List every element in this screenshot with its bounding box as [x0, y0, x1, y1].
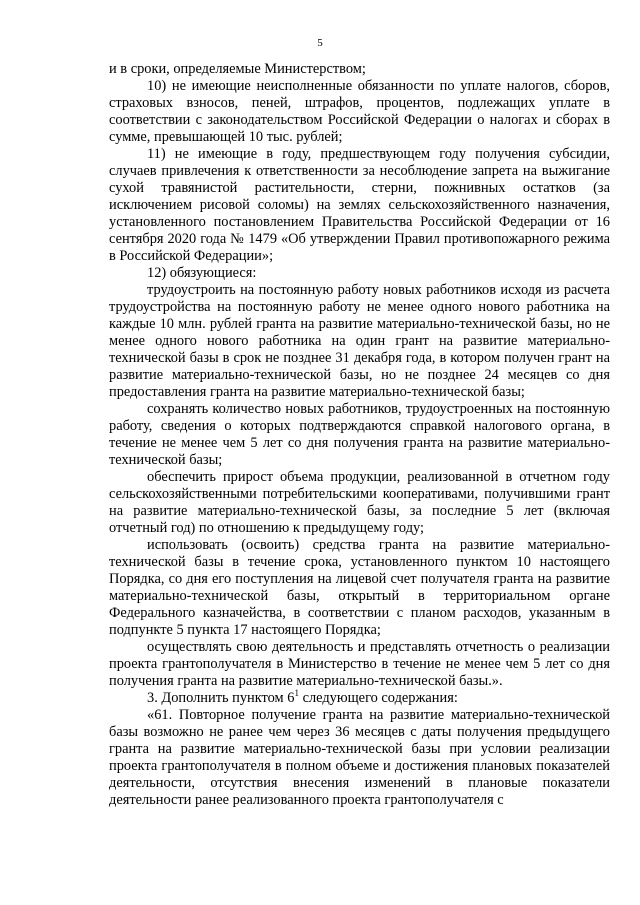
- paragraph: «61. Повторное получение гранта на развитие материально-технической базы возможно не ранее чем через 36 месяцев с даты получения предыдущего гранта на развитие материально-технической базы при условии реализации проекта грантополучателя в полном объеме и достижения плановых показателей деятельности, отсутствия внесения изменений в плановые показатели деятельности ранее реализованного проекта грантополучателя с: [109, 707, 610, 808]
- paragraph: осуществлять свою деятельность и представлять отчетность о реализации проекта грантополучателя в Министерство в течение не менее чем 5 лет со дня получения гранта на развитие материально-технической базы.».: [109, 639, 610, 689]
- page-number: 5: [317, 37, 323, 49]
- paragraph: сохранять количество новых работников, трудоустроенных на постоянную работу, сведения о которых подтверждаются справкой налогового органа, в течение не менее чем 5 лет со дня получения гранта на развитие материально-технической базы;: [109, 401, 610, 468]
- paragraph: 12) обязующиеся:: [147, 265, 257, 281]
- paragraph: использовать (освоить) средства гранта на развитие материально-технической базы в течение срока, установленного пунктом 10 настоящего Порядка, со дня его поступления на лицевой счет получателя гранта на развитие материально-технической базы, открытый в территориальном органе Федерального казначейства, в соответствии с планом расходов, указанным в подпункте 5 пункта 17 настоящего Порядка;: [109, 537, 610, 638]
- item3-suffix: следующего содержания:: [298, 690, 458, 706]
- paragraph: трудоустроить на постоянную работу новых работников исходя из расчета трудоустройства на постоянную работу не менее одного нового работника на каждые 10 млн. рублей гранта на развитие материально-технической базы, но не менее одного нового работника на один грант на развитие материально-технической базы в срок не позднее 31 декабря года, в котором получен грант на развитие материально-технической базы, но не позднее 24 месяцев со дня предоставления гранта на развитие материально-технической базы;: [109, 282, 610, 400]
- paragraph: 10) не имеющие неисполненные обязанности по уплате налогов, сборов, страховых взносов, пеней, штрафов, процентов, подлежащих уплате в соответствии с законодательством Российской Федерации о налогах и сборах в сумме, превышающей 10 тыс. рублей;: [109, 78, 610, 145]
- paragraph: обеспечить прирост объема продукции, реализованной в отчетном году сельскохозяйственными потребительскими кооперативами, получившими грант на развитие материально-технической базы, за последние 5 лет (включая отчетный год) по отношению к предыдущему году;: [109, 469, 610, 536]
- paragraph-item-3: [109, 690, 610, 707]
- document-body: [109, 61, 610, 809]
- paragraph: и в сроки, определяемые Министерством;: [109, 61, 366, 77]
- paragraph: 11) не имеющие в году, предшествующем году получения субсидии, случаев привлечения к ответственности за несоблюдение запрета на выжигание сухой травянистой растительности, стерни, пожнивных остатков (за исключением рисовой соломы) на землях сельскохозяйственного назначения, установленного постановлением Правительства Российской Федерации от 16 сентября 2020 года № 1479 «Об утверждении Правил противопожарного режима в Российской Федерации»;: [109, 146, 610, 264]
- item3-prefix: 3. Дополнить пунктом 6: [147, 690, 295, 706]
- item3-superscript: 1: [294, 688, 299, 699]
